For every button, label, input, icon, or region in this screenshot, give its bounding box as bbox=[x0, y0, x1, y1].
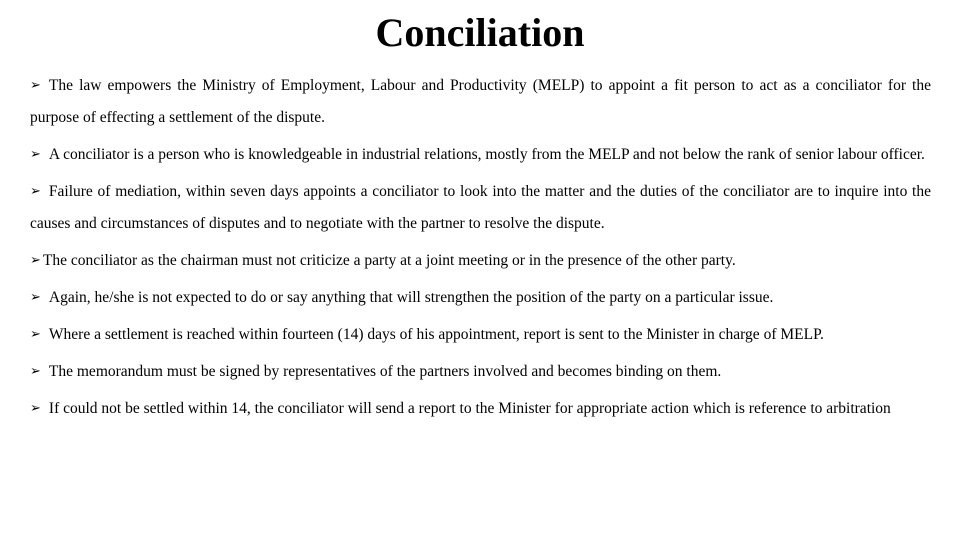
bullet-text: If could not be settled within 14, the conciliator will send a report to the Minister for appropriate action which is reference to arbitration bbox=[48, 400, 891, 417]
arrow-bullet-icon: ➢ bbox=[30, 147, 41, 162]
arrow-bullet-icon: ➢ bbox=[30, 290, 41, 305]
bullet-text: The conciliator as the chairman must not criticize a party at a joint meeting or in the presence of the other party. bbox=[42, 252, 736, 269]
arrow-bullet-icon: ➢ bbox=[30, 401, 41, 416]
bullet-item bbox=[30, 356, 931, 388]
bullet-text: The law empowers the Ministry of Employment, Labour and Productivity (MELP) to appoint a fit person to act as a conciliator for the purpose of effecting a settlement of the dispute. bbox=[30, 77, 931, 126]
bullet-text: The memorandum must be signed by representatives of the partners involved and becomes binding on them. bbox=[48, 363, 722, 380]
bullet-item bbox=[30, 319, 931, 351]
bullet-item bbox=[30, 393, 931, 425]
bullet-text: Where a settlement is reached within fourteen (14) days of his appointment, report is sent to the Minister in charge of MELP. bbox=[48, 326, 824, 343]
bullet-item bbox=[30, 139, 931, 171]
bullet-text: A conciliator is a person who is knowledgeable in industrial relations, mostly from the MELP and not below the rank of senior labour officer. bbox=[48, 146, 925, 163]
bullet-list bbox=[30, 70, 931, 430]
arrow-bullet-icon: ➢ bbox=[30, 253, 41, 268]
bullet-item bbox=[30, 245, 931, 277]
bullet-item bbox=[30, 70, 931, 134]
arrow-bullet-icon: ➢ bbox=[30, 184, 41, 199]
arrow-bullet-icon: ➢ bbox=[30, 327, 41, 342]
slide-title: Conciliation bbox=[375, 10, 585, 55]
bullet-text: Failure of mediation, within seven days appoints a conciliator to look into the matter and the duties of the conciliator are to inquire into the causes and circumstances of disputes and to negotiate with the partner to resolve the dispute. bbox=[30, 183, 931, 232]
bullet-text: Again, he/she is not expected to do or say anything that will strengthen the position of the party on a particular issue. bbox=[48, 289, 774, 306]
bullet-item bbox=[30, 176, 931, 240]
bullet-item bbox=[30, 282, 931, 314]
arrow-bullet-icon: ➢ bbox=[30, 364, 41, 379]
arrow-bullet-icon: ➢ bbox=[30, 78, 41, 93]
